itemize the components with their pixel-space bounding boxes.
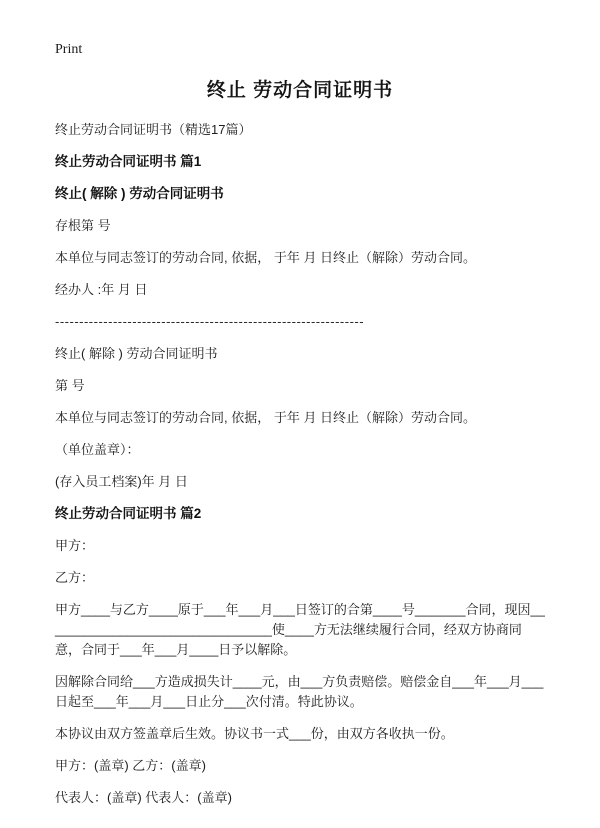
doc-heading: 终止劳动合同证明书 篇1 [55,154,202,169]
print-button[interactable]: Print [55,42,83,57]
doc-paragraph: 第 号 [55,378,85,393]
doc-paragraph: 甲方： [55,538,95,553]
dashed-divider: ---------------------------------------------------------------- [55,314,365,329]
document-body [55,120,545,808]
doc-paragraph: 甲方：(盖章) 乙方：(盖章) [55,758,206,773]
doc-paragraph: 本单位与同志签订的劳动合同, 依据， 于年 月 日终止（解除）劳动合同。 [55,250,477,265]
doc-paragraph: 乙方： [55,570,95,585]
doc-paragraph: 代表人：(盖章) 代表人：(盖章) [55,790,232,805]
doc-paragraph: 本单位与同志签订的劳动合同, 依据， 于年 月 日终止（解除）劳动合同。 [55,410,477,425]
doc-paragraph: (存入员工档案)年 月 日 [55,474,188,489]
doc-paragraph: 因解除合同给___方造成损失计____元，由___方负责赔偿。赔偿金自___年___月___日起至___年___月___日止分___次付清。特此协议。 [55,674,544,709]
doc-paragraph: 存根第 号 [55,218,111,233]
doc-paragraph: 终止劳动合同证明书（精选17篇） [55,122,252,137]
doc-paragraph: 终止( 解除 ) 劳动合同证明书 [55,346,218,361]
doc-paragraph: （单位盖章）： [55,442,140,457]
doc-paragraph: 本协议由双方签盖章后生效。协议书一式___份，由双方各收执一份。 [55,726,454,741]
doc-paragraph: 经办人 :年 月 日 [55,282,148,297]
doc-heading: 终止( 解除 ) 劳动合同证明书 [55,186,224,201]
page-title: 终止 劳动合同证明书 [206,80,394,101]
doc-paragraph: 甲方____与乙方____原于___年___月___日签订的合第____号_______合同，现因________________________________使____方无法继续履行合同，经双方协商同意，合同于___年___月____日予以解除。 [55,602,545,657]
doc-heading: 终止劳动合同证明书 篇2 [55,506,202,521]
